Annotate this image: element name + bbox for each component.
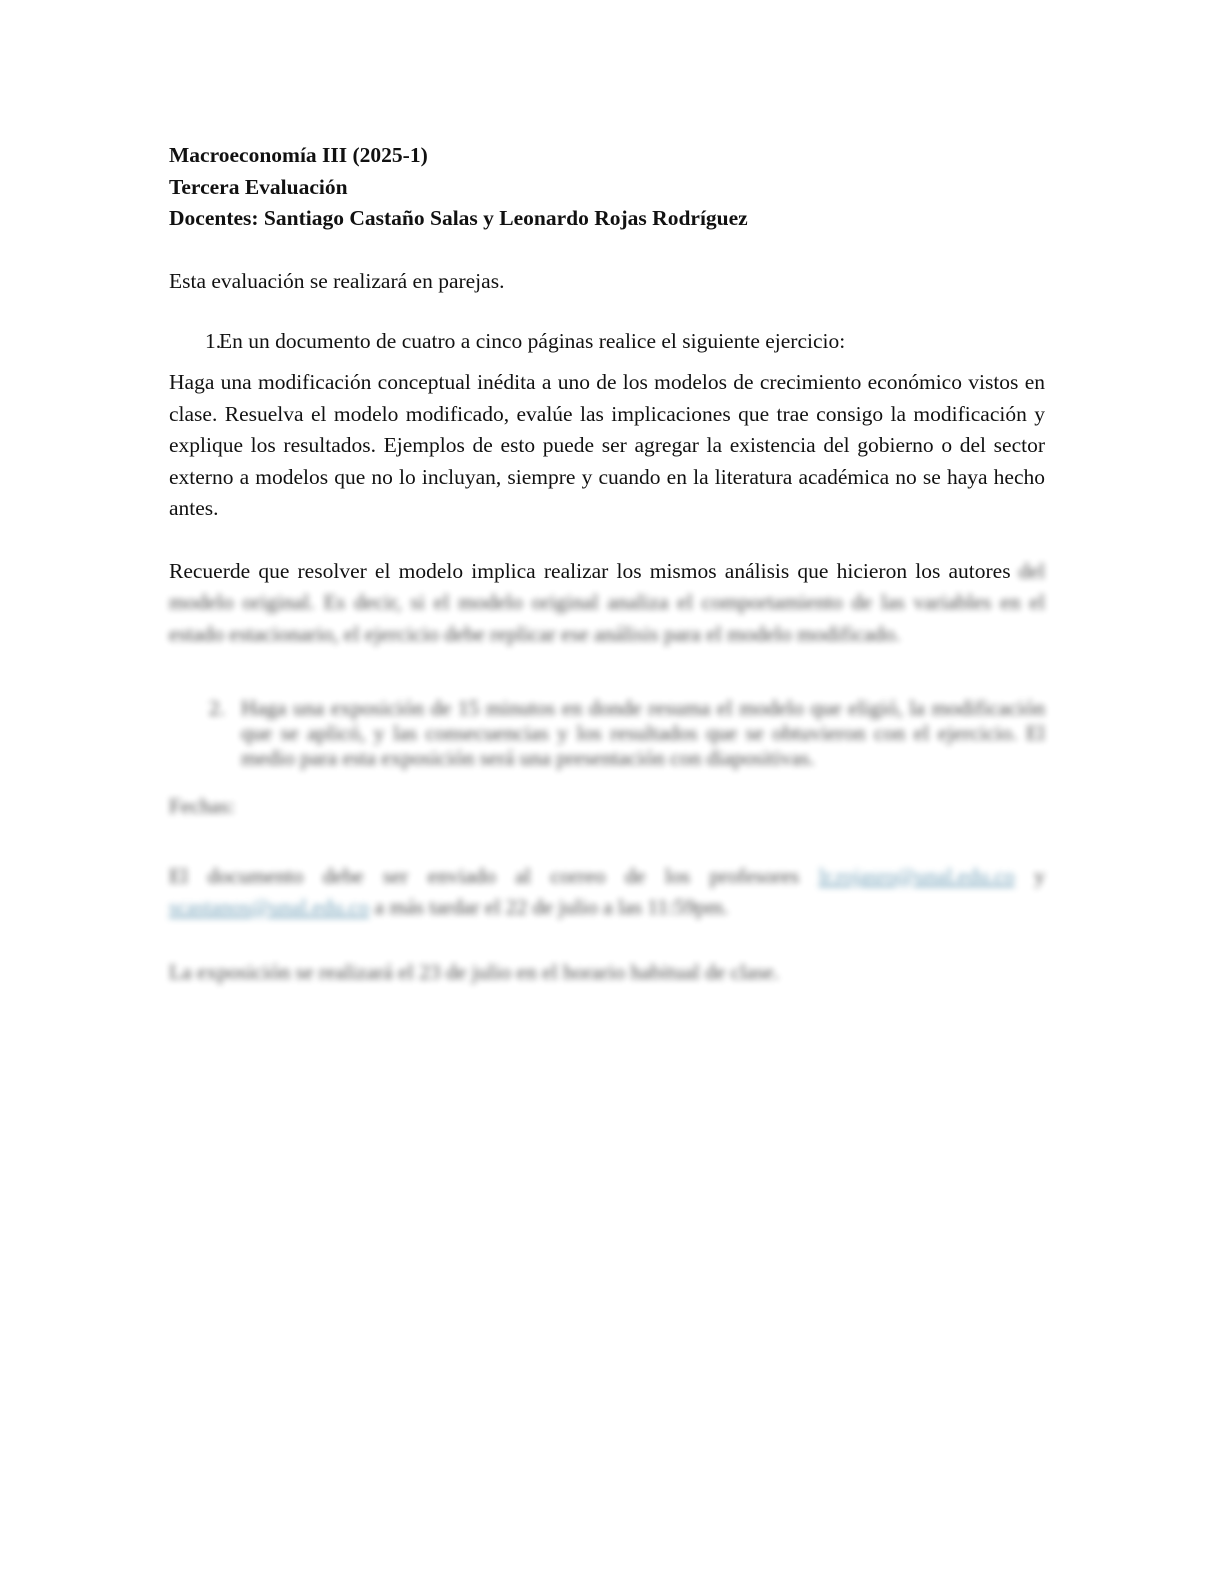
presentation-text: La exposición se realizará el 23 de julio en el horario habitual de clase.: [169, 959, 780, 984]
list-number: 2.: [208, 696, 225, 720]
deadline-before: El documento debe ser enviado al correo de los profesores: [169, 863, 819, 888]
intro-text: Esta evaluación se realizará en parejas.: [169, 268, 505, 293]
deadline-after: a más tardar el 22 de julio a las 11:59pm.: [369, 895, 729, 919]
email-link-2[interactable]: scastanos@unal.edu.co: [169, 895, 370, 919]
exam-title: Tercera Evaluación: [169, 174, 348, 199]
paragraph-2-blurred: del modelo original. Es decir, si el modelo original analiza el comportamiento de las variables en el estado estacionario, el ejercicio debe replicar ese análisis para el modelo modificado.: [169, 558, 1045, 646]
list-text: Haga una exposición de 15 minutos en donde resuma el modelo que eligió, la modificación que se aplicó, y las consecuencias y los resultados que se obtuvieron con el ejercicio. El medio para esta exposición será una presentación con diapositivas.: [241, 696, 1045, 770]
deadline-text: [169, 861, 1045, 924]
paragraph-1: Haga una modificación conceptual inédita a uno de los modelos de crecimiento económico vistos en clase. Resuelva el modelo modificado, evalúe las implicaciones que trae consigo la modificación y explique los resultados. Ejemplos de esto puede ser agregar la existencia del gobierno o del sector externo a modelos que no lo incluyan, siempre y cuando en la literatura académica no se haya hecho antes.: [169, 370, 1045, 520]
list-item-1: [205, 329, 1045, 354]
document-page: [169, 140, 1045, 988]
teachers-line: Docentes: Santiago Castaño Salas y Leonardo Rojas Rodríguez: [169, 206, 748, 230]
list-item-2: [169, 696, 1045, 771]
paragraph-2: [169, 556, 1045, 651]
list-number: 1.: [205, 329, 222, 353]
email-link-1[interactable]: lr.rojasro@unal.edu.co: [818, 863, 1015, 888]
dates-label: Fechas:: [169, 794, 235, 818]
deadline-mid: y: [1014, 863, 1045, 888]
paragraph-2-visible: Recuerde que resolver el modelo implica realizar los mismos análisis que hicieron los autores: [169, 558, 1011, 583]
course-title: Macroeconomía III (2025-1): [169, 143, 428, 167]
list-text: En un documento de cuatro a cinco páginas realice el siguiente ejercicio:: [219, 329, 846, 353]
